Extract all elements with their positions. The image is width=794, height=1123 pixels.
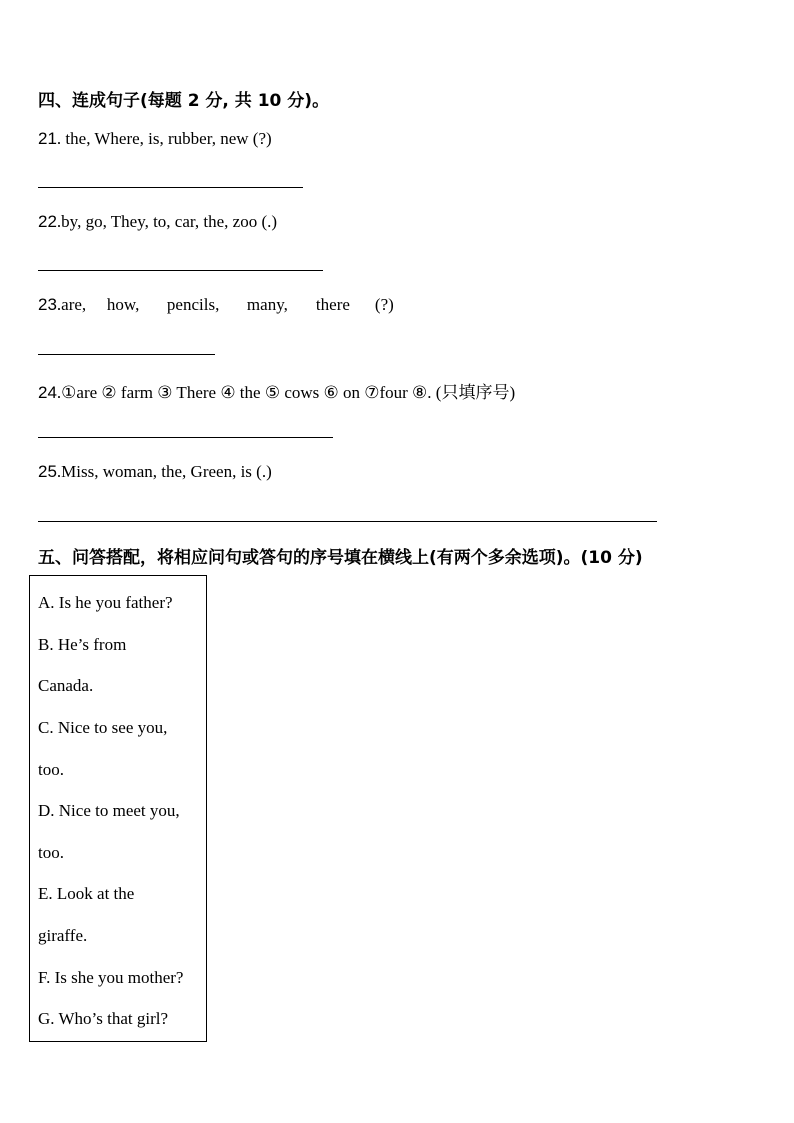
option-e-cont: giraffe. — [38, 926, 88, 945]
word: there — [315, 295, 350, 314]
answer-line-23[interactable] — [38, 354, 215, 355]
question-21 — [38, 129, 272, 149]
question-22 — [38, 212, 277, 232]
option-e: E. Look at the — [38, 884, 135, 903]
option-b: B. He’s from — [38, 635, 127, 654]
question-number: 21 — [38, 129, 57, 148]
option-g: G. Who’s that girl? — [38, 1009, 168, 1028]
word: (?) — [374, 295, 394, 314]
question-text: .①are ② farm ③ There ④ the ⑤ cows ⑥ on ⑦four ⑧. (只填序号) — [56, 383, 516, 402]
option-a: A. Is he you father? — [38, 593, 173, 612]
question-25 — [38, 462, 272, 482]
question-text: . the, Where, is, rubber, new (?) — [56, 129, 272, 148]
word: pencils, — [166, 295, 220, 314]
option-f: F. Is she you mother? — [38, 968, 184, 987]
option-c-cont: too. — [38, 760, 64, 779]
question-number: 24 — [38, 383, 57, 402]
option-d-cont: too. — [38, 843, 64, 862]
question-23 — [38, 295, 394, 315]
word: .are, — [56, 295, 87, 314]
section-5-title: 五、问答搭配，将相应问句或答句的序号填在横线上(有两个多余选项)。(10 分) — [38, 548, 643, 568]
answer-line-21[interactable] — [38, 187, 303, 188]
answer-line-25[interactable] — [38, 521, 657, 522]
option-b-cont: Canada. — [38, 676, 94, 695]
answer-line-24[interactable] — [38, 437, 333, 438]
question-24 — [38, 378, 515, 403]
option-c: C. Nice to see you, — [38, 718, 168, 737]
answer-line-22[interactable] — [38, 270, 323, 271]
question-text: .by, go, They, to, car, the, zoo (.) — [56, 212, 278, 231]
question-number: 22 — [38, 212, 57, 231]
question-number: 25 — [38, 462, 57, 481]
options-box — [29, 575, 207, 1042]
word: how, — [106, 295, 140, 314]
word: many, — [246, 295, 288, 314]
question-number: 23 — [38, 295, 57, 314]
section-4-title: 四、连成句子(每题 2 分, 共 10 分)。 — [38, 91, 330, 111]
option-d: D. Nice to meet you, — [38, 801, 180, 820]
question-text: .Miss, woman, the, Green, is (.) — [56, 462, 272, 481]
